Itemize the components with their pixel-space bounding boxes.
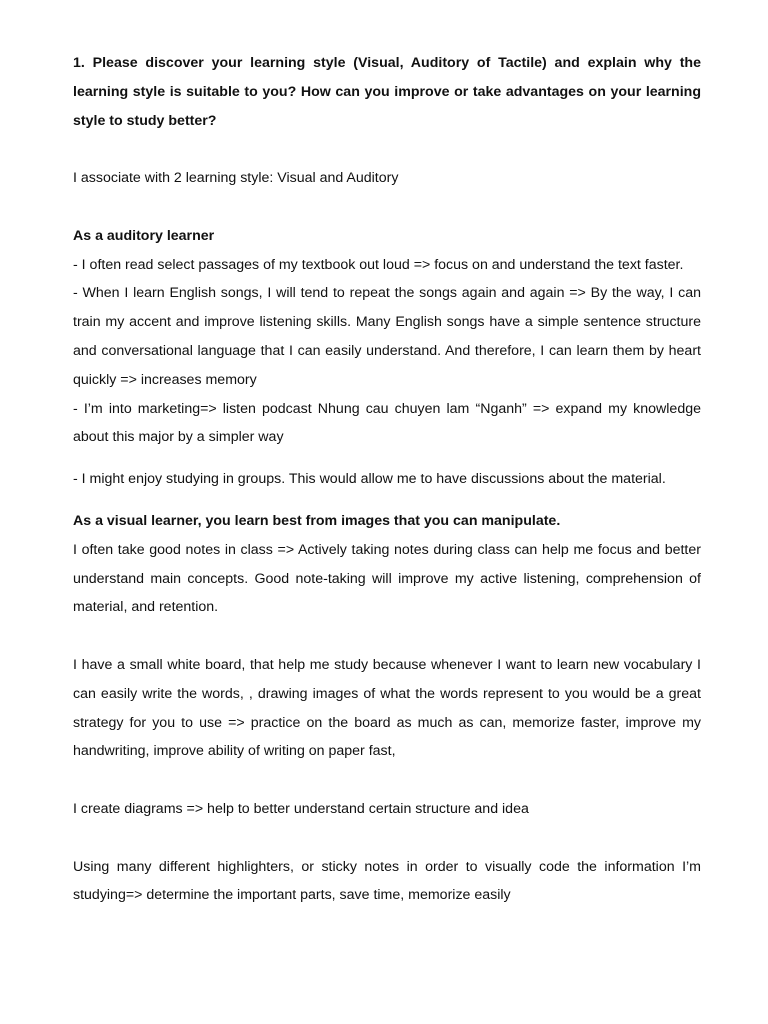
visual-paragraph: Using many different highlighters, or sticky notes in order to visually code the information I’m studying=> determine the important parts, save time, memorize easily — [73, 858, 701, 904]
visual-paragraph: I create diagrams => help to better understand certain structure and idea — [73, 800, 529, 817]
auditory-point: - I might enjoy studying in groups. This would allow me to have discussions about the material. — [73, 471, 666, 488]
visual-paragraph: I have a small white board, that help me study because whenever I want to learn new vocabulary I can easily write the words, , drawing images of what the words represent to you would be a great strategy for you to use => practice on the board as much as can, memorize faster, improve my handwriting, improve ability of writing on paper fast, — [73, 656, 701, 760]
auditory-point: - I often read select passages of my textbook out loud => focus on and understand the text faster. — [73, 256, 684, 273]
intro-paragraph: I associate with 2 learning style: Visual and Auditory — [73, 170, 399, 187]
document-page — [73, 49, 701, 910]
auditory-heading: As a auditory learner — [73, 227, 215, 244]
visual-heading: As a visual learner, you learn best from images that you can manipulate. — [73, 512, 561, 529]
auditory-point: - When I learn English songs, I will tend to repeat the songs again and again => By the way, I can train my accent and improve listening skills. Many English songs have a simple sentence structure and conversational language that I can easily understand. And therefore, I can learn them by heart quickly => increases memory — [73, 285, 701, 388]
auditory-point: - I’m into marketing=> listen podcast Nhung cau chuyen lam “Nganh” => expand my knowledge about this major by a simpler way — [73, 400, 701, 446]
question-text: Please discover your learning style (Visual, Auditory of Tactile) and explain why the learning style is suitable to you? How can you improve or take advantages on your learning style to study better? — [73, 55, 701, 129]
question-number: 1. — [73, 55, 85, 71]
question-heading — [73, 49, 701, 135]
visual-paragraph: I often take good notes in class => Actively taking notes during class can help me focus and better understand main concepts. Good note-taking will improve my active listening, comprehension of material, and retention. — [73, 541, 701, 616]
